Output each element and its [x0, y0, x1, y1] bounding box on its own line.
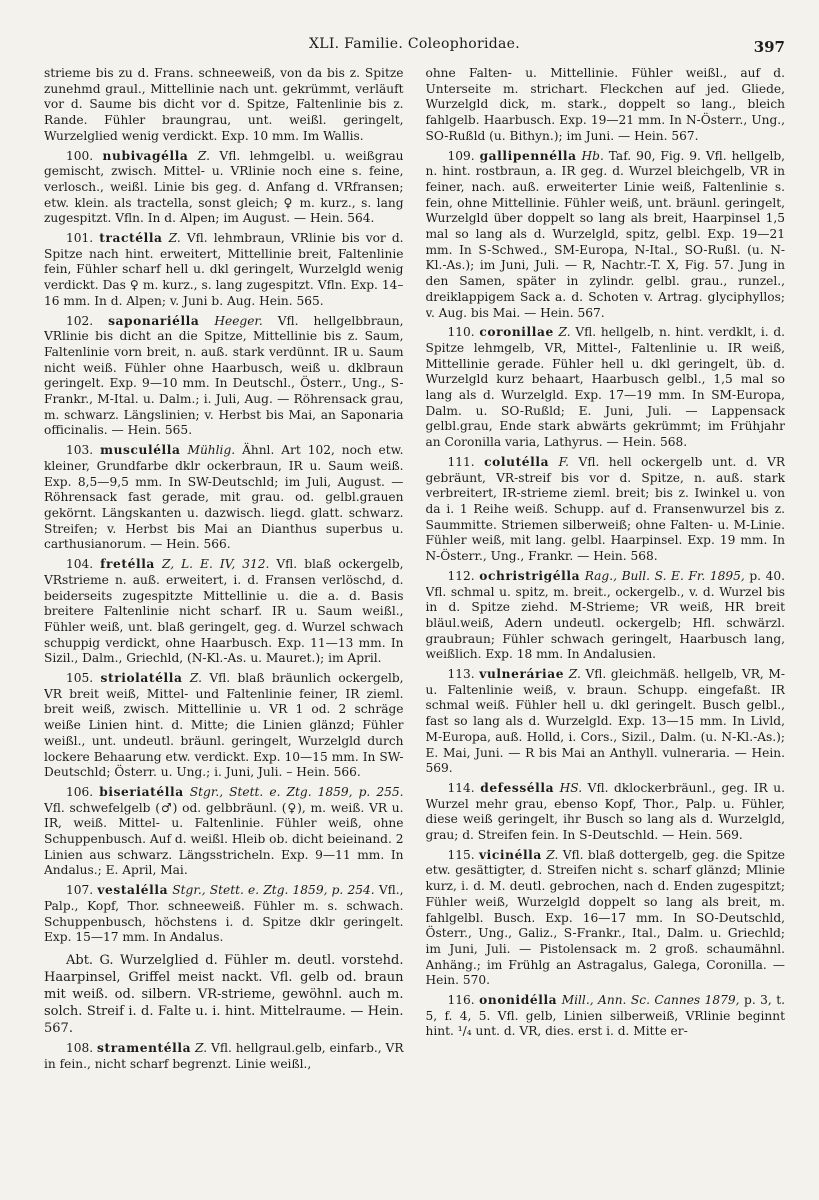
author-citation: Z.	[558, 325, 571, 340]
species-entry	[44, 443, 404, 553]
entry-text: Vfl. hellgelbbraun, VRlinie bis dicht an die Spitze, Mittellinie bis z. Saum, Faltenlinie vorn breit, n. auß. stark verdünnt. IR u. Saum nicht weiß. Fühler ohne Haarbusch, weiß u. dklbraun geringelt. Exp. 9—10 mm. In Deutschl., Österr., Ung., S-Frankr., M-Ital. u. Dalm.; i. Juli, Aug. — Röhrensack grau, m. schwarz. Längslinien; v. Herbst bis Mai, an Saponaria officinalis. — Hein. 565.	[44, 313, 404, 438]
species-entry	[426, 781, 786, 844]
species-name: biseriatélla	[99, 784, 184, 799]
author-citation: Stgr., Stett. e. Ztg. 1859, p. 254.	[172, 883, 375, 898]
species-entry	[44, 785, 404, 879]
entry-number: 104.	[66, 557, 94, 572]
entry-text: Vfl. lehmbraun, VRlinie bis vor d. Spitze nach hint. erweitert, Mittellinie breit, Faltenlinie fein, Fühler scharf hell u. dkl geringelt, Wurzelgld wenig verdickt. Das ♀ m. kurz., s. lang zugespitzt. Vfln. Exp. 14–16 mm. In d. Alpen; v. Juni b. Aug. Hein. 565.	[44, 231, 404, 308]
species-name: striolatélla	[100, 671, 183, 686]
species-name: musculélla	[100, 443, 181, 458]
author-citation: Stgr., Stett. e. Ztg. 1859, p. 255.	[189, 784, 404, 799]
entry-text: Vfl. schwefelgelb (♂) od. gelbbräunl. (♀), m. weiß. VR u. IR, weiß. Mittel- u. Faltenlinie. Fühler weiß, ohne Schuppenbusch. Auf d. weißl. Hleib ob. dicht beieinand. 2 Linien aus schwarz. Längsstricheln. Exp. 9—11 mm. In Andalus.; E. April, Mai.	[44, 800, 404, 878]
entry-number: 100.	[66, 148, 94, 163]
species-name: coronillae	[479, 325, 554, 340]
species-entry	[44, 1041, 404, 1072]
species-name: nubivagélla	[102, 148, 189, 163]
author-citation: Z.	[168, 231, 181, 246]
entry-number: 115.	[447, 847, 475, 862]
entry-number: 105.	[66, 671, 94, 686]
section-heading	[44, 952, 404, 1037]
species-name: saponariélla	[108, 313, 200, 328]
author-citation: F.	[558, 454, 570, 469]
entry-text: Vfl. blaß ockergelb, VRstrieme n. auß. erweitert, i. d. Fransen verlöschd, d. beiderseits zugespitzte Mittellinie u. die a. d. Basis breitere Faltenlinie nicht scharf. IR u. Saum weißl., Fühler weiß, unt. blaß geringelt, geg. d. Wurzel schwach schuppig verdickt, ohne Haarbusch. Exp. 11—13 mm. In Sizil., Dalm., Griechld, (N-Kl.-As. u. Mauret.); im April.	[44, 557, 404, 666]
species-name: tractélla	[99, 231, 163, 246]
species-entry	[44, 314, 404, 440]
author-citation: Z.	[546, 847, 559, 862]
left-column	[44, 66, 404, 1182]
entry-text: Vfl. hellgelb, n. hint. verdklt, i. d. Spitze lehmgelb, VR, Mittel-, Faltenlinie u. IR weiß, Mittellinie gerade. Fühler hell u. dkl geringelt, üb. d. Wurzelgld kurz behaart, Haarbusch gelbl., 1,5 mal so lang als d. Wurzelgld. Exp. 17—19 mm. In SM-Europa, Dalm. u. SO-Rußld; E. Juni, Juli. — Lappensack gelbl.grau, Ende stark abwärts gekrümmt; im Frühjahr an Coronilla varia, Lathyrus. — Hein. 568.	[425, 325, 785, 450]
species-entry	[426, 993, 786, 1040]
entry-text: Vfl. blaß bräunlich ockergelb, VR breit weiß, Mittel- und Faltenlinie feiner, IR zieml. breit weiß, zwisch. Mittellinie u. VR 1 od. 2 schräge weiße Linien hint. d. Mitte; die Linien glänzd; Fühler weißl., unt. undeutl. bräunl. geringelt, Wurzelgld durch lockere Behaarung etw. verdickt. Exp. 10—15 mm. In SW-Deutschld; Österr. u. Ung.; i. Juni, Juli. – Hein. 566.	[44, 671, 404, 780]
right-column	[426, 66, 786, 1182]
entry-number: 110.	[447, 325, 475, 340]
entry-number: 116.	[447, 993, 475, 1008]
entry-text: ohne Falten- u. Mittellinie. Fühler weißl., auf d. Unterseite m. strichart. Fleckchen auf jed. Gliede, Wurzelgld dick, m. stark., doppelt so lang., bleich fahlgelb. Haarbusch. Exp. 19—21 mm. In N-Österr., Ung., SO-Rußld (u. Bithyn.); im Juni. — Hein. 567.	[425, 66, 785, 143]
species-entry	[426, 455, 786, 565]
running-title: XLI. Familie. Coleophoridae.	[308, 36, 521, 52]
entry-number: 101.	[66, 231, 94, 246]
species-entry	[44, 671, 404, 781]
entry-number: 114.	[447, 780, 475, 795]
author-citation: Z, L. E. IV, 312.	[161, 557, 270, 572]
author-citation: Z.	[568, 667, 581, 682]
species-name: gallipennélla	[479, 148, 577, 163]
entry-text: Vfl. blaß dottergelb, geg. die Spitze etw. gesättigter, d. Streifen nicht s. scharf glänzd; Mlinie kurz, i. d. M. deutl. gebrochen, nach d. Enden zugespitzt; Fühler weiß, Wurzelgld doppelt so lang als breit, m. fahlgelbl. Busch. Exp. 16—17 mm. In SO-Deutschld, Österr., Ung., Galiz., S-Frankr., Ital., Dalm. u. Griechld; im Juni, Juli. — Pistolensack m. 2 groß. schaumähnl. Anhäng.; im Frühlg an Astragalus, Galega, Coronilla. — Hein. 570.	[425, 847, 785, 988]
entry-number: 113.	[447, 667, 475, 682]
species-name: fretélla	[100, 557, 155, 572]
species-entry	[426, 325, 786, 451]
species-name: colutélla	[484, 454, 550, 469]
entry-text: strieme bis zu d. Frans. schneeweiß, von da bis z. Spitze zunehmd graul., Mittellinie nach unt. gekrümmt, verläuft vor d. Saume bis dicht vor d. Spitze, Faltenlinie bis z. Rande. Fühler braungrau, unt. weißl. geringelt, Wurzelglied wenig verdickt. Exp. 10 mm. Im Wallis.	[44, 66, 404, 143]
entry-text: Vfl. gleichmäß. hellgelb, VR, M- u. Faltenlinie weiß, v. braun. Schupp. eingefaßt. IR schmal weiß. Fühler hell u. dkl geringelt. Busch gelbl., fast so lang als d. Wurzelgld. Exp. 13—15 mm. In Livld, M-Europa, auß. Holld, i. Cors., Sizil., Dalm. (u. N-Kl.-As.); E. Mai, Juni. — R bis Mai an Anthyll. vulneraria. — Hein. 569.	[425, 667, 785, 776]
species-entry	[426, 149, 786, 322]
species-entry	[426, 667, 786, 777]
author-citation: Mill., Ann. Sc. Cannes 1879,	[561, 993, 740, 1008]
entry-number: 109.	[447, 148, 475, 163]
entry-text: Taf. 90, Fig. 9. Vfl. hellgelb, n. hint. rostbraun, a. IR geg. d. Wurzel bleichgelb, VR in feiner, nach. auß. erweiterter Linie weiß, Faltenlinie s. fein, ohne Mittellinie. Fühler weiß, unt. bräunl. geringelt, Wurzelgld über doppelt so lang als breit, Haarpinsel 1,5 mal so lang als d. Wurzelgld, spitz, gelbl. Exp. 19—21 mm. In S-Schwed., SM-Europa, N-Ital., SO-Rußl. (u. N-Kl.-As.); im Juni, Juli. — R, Nachtr.-T. X, Fig. 57. Jung in den Samen, später in zylindr. gelbl. grau., runzel., dreiklappigem Sack a. d. Schoten v. Artrag. glyciphyllos; v. Aug. bis Mai. — Hein. 567.	[425, 148, 785, 320]
author-citation: HS.	[559, 780, 583, 795]
entry-number: 107.	[66, 883, 94, 898]
species-entry	[44, 883, 404, 946]
species-entry	[44, 149, 404, 228]
author-citation: Z.	[197, 148, 210, 163]
entry-text: Vfl. lehmgelbl. u. weißgrau gemischt, zwisch. Mittel- u. VRlinie noch eine s. feine, verlosch., weißl. Linie bis geg. d. Anfang d. VRfransen; etw. klein. als tractella, sonst gleich; ♀ m. kurz., s. lang zugespitzt. Vfln. In d. Alpen; im August. — Hein. 564.	[44, 148, 404, 226]
species-name: defessélla	[480, 780, 555, 795]
species-name: ochristrigélla	[479, 568, 581, 583]
species-name: ononidélla	[479, 993, 558, 1008]
entry-text: p. 40. Vfl. schmal u. spitz, m. breit., ockergelb., v. d. Wurzel bis in d. Spitze ziehd. M-Strieme; VR weiß, HR breit bläul.weiß, Adern undeutl. ockergelb; Hfl. schwärzl. graubraun; Fühler schwach geringelt, Haarbusch lang, weißlich. Exp. 18 mm. In Andalusien.	[425, 568, 785, 662]
author-citation: Z.	[194, 1040, 208, 1055]
entry-text: Ähnl. Art 102, noch etw. kleiner, Grundfarbe dklr ockerbraun, IR u. Saum weiß. Exp. 8,5—9,5 mm. In SW-Deutschld; im Juli, August. — Röhrensack fast gerade, mit grau. od. gelbl.grauen gekörnt. Längskanten u. dazwisch. liegd. glatt. schwarz. Streifen; v. Herbst bis Mai an Dianthus superbus u. carthusianorum. — Hein. 566.	[44, 443, 404, 552]
entry-continuation	[44, 66, 404, 145]
species-entry	[44, 557, 404, 667]
author-citation: Hb.	[581, 148, 604, 163]
entry-number: 112.	[447, 568, 475, 583]
species-name: vicinélla	[478, 847, 542, 862]
species-name: vulneráriae	[479, 667, 565, 682]
entry-number: 106.	[66, 784, 94, 799]
entry-text: p. 3, t. 5, f. 4, 5. Vfl. gelb, Linien silberweiß, VRlinie beginnt hint. ¹/₄ unt. d. VR, dies. erst i. d. Mitte er-	[425, 993, 785, 1039]
species-entry	[44, 231, 404, 310]
species-entry	[426, 848, 786, 989]
entry-text: Vfl., Palp., Kopf, Thor. schneeweiß. Fühler m. s. schwach. Schuppenbusch, höchstens i. d. Spitze dklr geringelt. Exp. 15—17 mm. In Andalus.	[44, 883, 404, 945]
author-citation: Heeger.	[214, 313, 263, 328]
entry-text: Vfl. hellgraul.gelb, einfarb., VR in fein., nicht scharf begrenzt. Linie weißl.,	[44, 1040, 404, 1071]
page-number: 397	[753, 38, 785, 56]
species-entry	[426, 569, 786, 663]
entry-number: 103.	[66, 443, 94, 458]
entry-number: 111.	[447, 454, 475, 469]
entry-continuation	[426, 66, 786, 145]
page-header	[44, 36, 785, 56]
entry-text: Vfl. dklockerbräunl., geg. IR u. Wurzel mehr grau, ebenso Kopf, Thor., Palp. u. Fühler, diese weiß geringelt, ihr Busch so lang als d. Wurzelgld, grau; d. Streifen fein. In S-Deutschld. — Hein. 569.	[425, 780, 785, 843]
author-citation: Rag., Bull. S. E. Fr. 1895,	[584, 568, 745, 583]
entry-text: Abt. G. Wurzelglied d. Fühler m. deutl. vorstehd. Haarpinsel, Griffel meist nackt. Vfl. gelb od. braun mit weiß. od. silbern. VR-strieme, gewöhnl. auch m. solch. Streif i. d. Falte u. i. hint. Mittelraume. — Hein. 567.	[44, 952, 404, 1036]
author-citation: Z.	[189, 671, 202, 686]
entry-number: 102.	[66, 313, 94, 328]
author-citation: Mühlig.	[187, 443, 236, 458]
species-name: vestalélla	[97, 883, 169, 898]
entry-number: 108.	[66, 1040, 94, 1055]
species-name: stramentélla	[97, 1040, 192, 1055]
text-columns	[44, 66, 785, 1182]
entry-text: Vfl. hell ockergelb unt. d. VR gebräunt, VR-streif bis vor d. Spitze, n. auß. stark verbreitert, IR-strieme zieml. breit; bis z. Iwinkel u. von da i. 1 Reihe weiß. Schupp. auf d. Fransenwurzel bis z. Saummitte. Striemen silberweiß; ohne Falten- u. M-Linie. Fühler weiß, mit lang. gelbl. Haarpinsel. Exp. 19 mm. In N-Österr., Ung., Frankr. — Hein. 568.	[425, 454, 785, 564]
